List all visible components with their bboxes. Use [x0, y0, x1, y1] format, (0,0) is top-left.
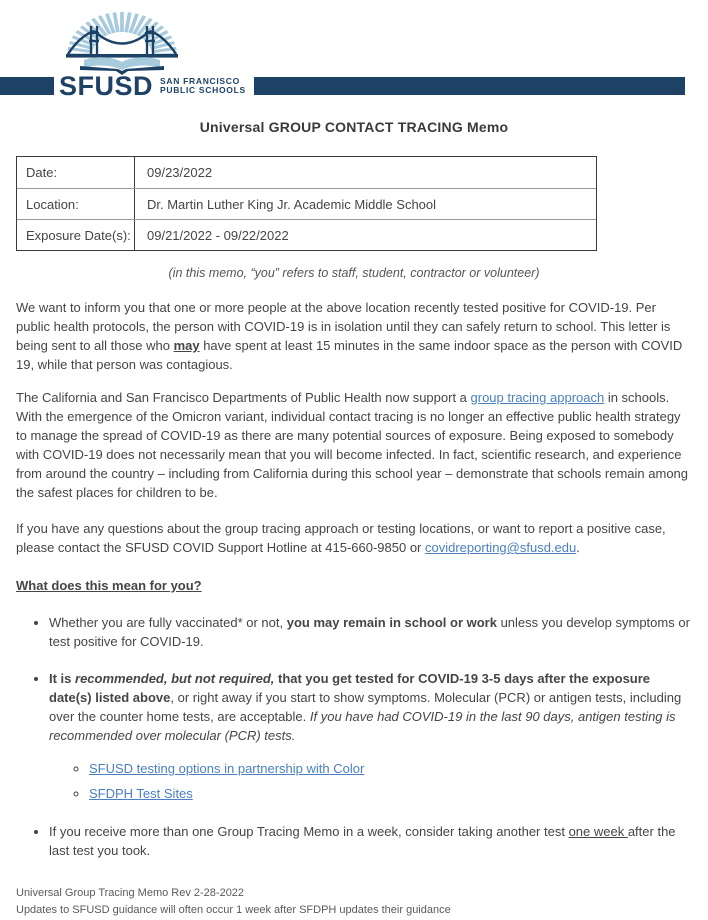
b1-bold: you may remain in school or work — [286, 615, 497, 630]
brand-bar-right — [254, 77, 685, 95]
logo-lockup — [0, 71, 685, 101]
memo-footer — [16, 885, 692, 919]
sun-rays-icon — [67, 12, 177, 55]
sfusd-logo-emblem — [60, 4, 184, 78]
b2-text: , or right away if you start to show symptoms. Molecular (PCR) or antigen tests, including over the counter home tests, are acceptable. — [49, 690, 682, 724]
p3-text-cont: . — [576, 540, 580, 555]
table-row-location — [17, 188, 596, 219]
p2-text-cont: in schools. With the emergence of the Omicron variant, individual contact tracing is no longer an effective public health strategy to manage the spread of COVID-19 as there are many potential sources of exposure. Being exposed to somebody with COVID-19 does not necessarily mean that you will become infected. In fact, scientific research, and experience from around the country – including from California during this school year – demonstrate that schools remain among the safest places for children to be. — [16, 390, 689, 500]
b1-text: Whether you are fully vaccinated* or not, — [49, 615, 287, 630]
bullet-multiple-memos — [49, 822, 692, 860]
exposure-dates-value: 09/21/2022 - 09/22/2022 — [134, 220, 596, 250]
b3-text: If you receive more than one Group Tracing Memo in a week, consider taking another test — [49, 824, 569, 839]
memo-title: Universal GROUP CONTACT TRACING Memo — [199, 119, 509, 135]
date-value: 09/23/2022 — [134, 157, 596, 188]
section-heading: What does this mean for you? — [16, 578, 202, 593]
info-table — [16, 156, 597, 251]
bullet-get-tested — [49, 669, 692, 804]
group-tracing-approach-link[interactable]: group tracing approach — [470, 390, 605, 405]
location-value: Dr. Martin Luther King Jr. Academic Middle School — [134, 189, 596, 219]
bullet-list — [16, 613, 692, 860]
b1-text-cont: unless you develop symptoms or test positive for COVID-19. — [49, 615, 690, 649]
b2-bold2: that you get tested for COVID-19 3-5 days after the exposure date(s) listed above — [49, 671, 651, 705]
p2-text: The California and San Francisco Departments of Public Health now support a — [16, 390, 471, 405]
logo-district-name — [160, 77, 246, 96]
paragraph-group-tracing — [16, 388, 692, 502]
footer-updates-note: Updates to SFUSD guidance will often occur 1 week after SFDPH updates their guidance — [16, 904, 451, 916]
b3-text-cont: after the last test you took. — [49, 824, 676, 858]
header — [0, 0, 708, 100]
location-label: Location: — [26, 196, 79, 212]
sub-bullet-color-testing — [89, 758, 692, 779]
p1-may-emphasis: may — [173, 338, 200, 353]
district-line2: PUBLIC SCHOOLS — [160, 85, 246, 95]
sfusd-color-testing-link[interactable]: SFUSD testing options in partnership with Color — [89, 761, 365, 776]
sfdph-test-sites-link[interactable]: SFDPH Test Sites — [89, 786, 193, 801]
brand-bar-left — [0, 77, 54, 95]
p3-text: If you have any questions about the group tracing approach or testing locations, or want to report a positive case, please contact the SFUSD COVID Support Hotline at 415-660-9850 or — [16, 521, 666, 555]
paragraph-questions-hotline — [16, 519, 692, 557]
p1-text: We want to inform you that one or more people at the above location recently tested positive for COVID-19. Per public health protocols, the person with COVID-19 is in isolation until they can safely return to school. This letter is being sent to all those who — [16, 300, 671, 353]
bullet-remain-in-school — [49, 613, 692, 651]
b3-one-week-emphasis: one week — [568, 824, 628, 839]
b2-bold1: It is — [49, 671, 76, 686]
memo-definition-note: (in this memo, “you” refers to staff, student, contractor or volunteer) — [168, 266, 540, 280]
district-line1: SAN FRANCISCO — [160, 75, 240, 86]
b2-italic: If you have had COVID-19 in the last 90 days, antigen testing is recommended over molecular (PCR) tests. — [49, 709, 676, 743]
table-row-date — [17, 157, 596, 188]
covid-reporting-email-link[interactable]: covidreporting@sfusd.edu — [425, 540, 577, 555]
date-label: Date: — [26, 165, 58, 180]
p1-text-cont: have spent at least 15 minutes in the same indoor space as the person with COVID 19, while that person was contagious. — [16, 338, 683, 372]
table-row-exposure-dates — [17, 219, 596, 250]
footer-revision-line: Universal Group Tracing Memo Rev 2-28-2022 — [16, 887, 245, 899]
exposure-dates-label: Exposure Date(s): — [26, 227, 131, 243]
paragraph-positive-case — [16, 298, 692, 374]
memo-body — [0, 118, 708, 919]
sub-bullet-sfdph-sites — [89, 783, 692, 804]
testing-links-list — [49, 758, 692, 804]
b2-bold-italic: recommended, but not required, — [75, 671, 275, 686]
logo-acronym: SFUSD — [59, 71, 154, 101]
